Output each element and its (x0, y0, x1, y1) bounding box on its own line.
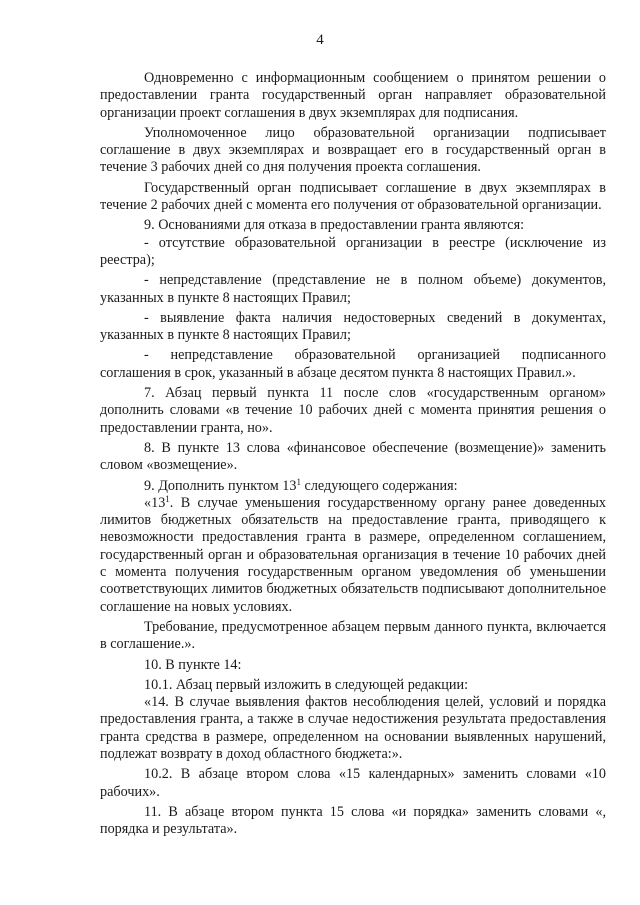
item-13-1-number: «13 (144, 494, 166, 511)
list-item-unsigned-agreement: - непредставление образовательной организацией подписанного соглашения в срок, указанный в абзаце десятом пункта 8 настоящих Правил.». (100, 347, 606, 381)
paragraph-item-9 (100, 478, 606, 495)
page-number: 4 (316, 32, 324, 48)
list-item-registry: - отсутствие образовательной организации в реестре (исключение из реестра); (100, 234, 606, 268)
paragraph-item-7: 7. Абзац первый пункта 11 после слов «государственным органом» дополнить словами «в течение 10 рабочих дней с момента принятия решения о предоставлении гранта, но». (100, 385, 606, 436)
paragraph-refusal-grounds: 9. Основаниями для отказа в предоставлении гранта являются: (144, 217, 525, 234)
list-item-documents: - непредставление (представление не в полном объеме) документов, указанных в пункте 8 настоящих Правил; (100, 272, 606, 306)
paragraph-item-11: 11. В абзаце втором пункта 15 слова «и порядка» заменить словами «, порядка и результата». (100, 803, 606, 838)
document-body (100, 70, 606, 838)
paragraph-item-14-quote: «14. В случае выявления фактов несоблюдения целей, условий и порядка предоставления гранта, а также в случае недостижения результата предоставления гранта средства в размере, определенном на основании выявленных нарушений, подлежат возврату в доход областного бюджета:». (100, 694, 606, 762)
item-9-text-end: следующего содержания: (300, 477, 458, 494)
paragraph-item-13-1 (100, 495, 606, 616)
paragraph-item-10-1: 10.1. Абзац первый изложить в следующей редакции: (144, 676, 469, 693)
superscript-one: 1 (165, 493, 170, 504)
superscript-one: 1 (296, 476, 301, 487)
paragraph-requirement: Требование, предусмотренное абзацем первым данного пункта, включается в соглашение.». (100, 618, 606, 653)
paragraph-item-10: 10. В пункте 14: (144, 656, 242, 673)
paragraph-state-body-signs: Государственный орган подписывает соглашение в двух экземплярах в течение 2 рабочих дней с момента его получения от образовательной организации. (100, 179, 606, 214)
list-item-false-info: - выявление факта наличия недостоверных сведений в документах, указанных в пункте 8 настоящих Правил; (100, 309, 606, 344)
paragraph-item-10-2: 10.2. В абзаце втором слова «15 календарных» заменить словами «10 рабочих». (100, 766, 606, 800)
item-13-1-text: . В случае уменьшения государственному органу ранее доведенных лимитов бюджетных обязательств на предоставление гранта, приводящего к невозможности предоставления гранта в размере, определенном соглашением, государственный орган и образовательная организация в течение 10 рабочих дней с момента получения государственным органом уведомления об уменьшении соответствующих лимитов бюджетных обязательств подписывают дополнительное соглашение на новых условиях. (100, 494, 606, 615)
item-9-text-start: 9. Дополнить пунктом 13 (144, 477, 297, 494)
paragraph-agreement-notice: Одновременно с информационным сообщением о принятом решении о предоставлении гранта государственный орган направляет образовательной организации проект соглашения в двух экземплярах для подписания. (100, 70, 606, 121)
paragraph-authorized-person: Уполномоченное лицо образовательной организации подписывает соглашение в двух экземплярах и возвращает его в государственный орган в течение 3 рабочих дней со дня получения проекта соглашения. (100, 124, 606, 176)
paragraph-item-8: 8. В пункте 13 слова «финансовое обеспечение (возмещение)» заменить словом «возмещение». (100, 439, 606, 474)
